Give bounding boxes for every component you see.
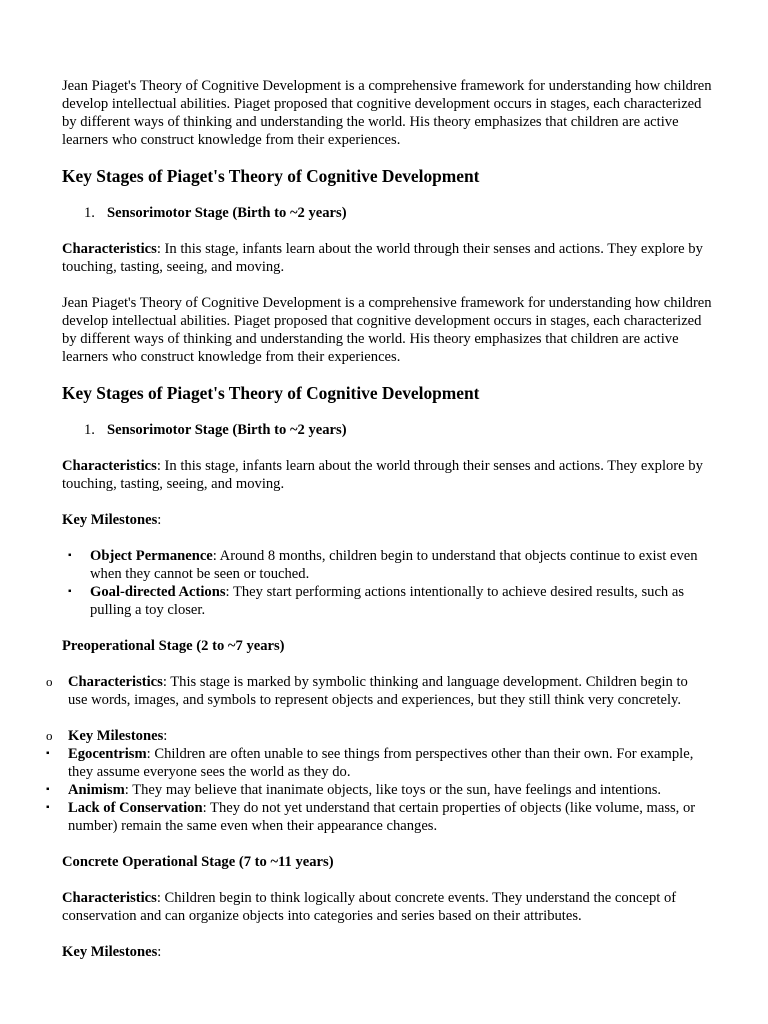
circle-bullet-icon: o — [46, 674, 53, 689]
list-item — [90, 583, 710, 619]
item-label: Lack of Conservation — [68, 800, 203, 816]
list-item — [90, 547, 710, 583]
milestones-heading — [62, 943, 712, 961]
stage-title: Sensorimotor Stage (Birth to ~2 years) — [107, 422, 347, 438]
intro-paragraph: Jean Piaget's Theory of Cognitive Development is a comprehensive framework for understanding how children develop intellectual abilities. Piaget proposed that cognitive development occurs in stages, each characterized by different ways of thinking and understanding the world. His theory emphasizes that children are active learners who construct knowledge from their experiences. — [62, 295, 712, 365]
characteristics-label: Characteristics — [62, 241, 157, 257]
list-number: 1. — [84, 205, 95, 221]
milestone-label: Object Permanence — [90, 548, 213, 564]
circle-bullet-icon: o — [46, 728, 53, 743]
characteristics-text: : In this stage, infants learn about the world through their senses and actions. They explore by touching, tasting, seeing, and moving. — [62, 241, 703, 275]
item-text: : This stage is marked by symbolic thinking and language development. Children begin to use words, images, and symbols to represent objects and experiences, but they still think very concretely. — [68, 674, 688, 708]
item-label: Key Milestones — [68, 728, 164, 744]
section-heading: Key Stages of Piaget's Theory of Cognitive Development — [62, 166, 480, 186]
list-number: 1. — [84, 422, 95, 438]
milestones-label: Key Milestones — [62, 512, 158, 528]
square-bullet-icon: ▪ — [46, 802, 50, 813]
item-text: : Children are often unable to see things from perspectives other than their own. For example, they assume everyone sees the world as they do. — [68, 746, 694, 780]
stage-title: Preoperational Stage (2 to ~7 years) — [62, 638, 285, 654]
stage-title: Concrete Operational Stage (7 to ~11 years) — [62, 854, 334, 870]
square-bullet-icon: ▪ — [46, 748, 50, 759]
characteristics-label: Characteristics — [62, 890, 157, 906]
item-label: Animism — [68, 782, 125, 798]
list-item — [68, 673, 708, 709]
list-item — [68, 745, 708, 781]
stage-title: Sensorimotor Stage (Birth to ~2 years) — [107, 205, 347, 221]
list-item — [68, 781, 708, 799]
section-heading: Key Stages of Piaget's Theory of Cognitive Development — [62, 383, 480, 403]
square-bullet-icon: ▪ — [46, 784, 50, 795]
item-text: : They may believe that inanimate objects, like toys or the sun, have feelings and intentions. — [124, 782, 662, 798]
item-label: Characteristics — [68, 674, 163, 690]
milestones-heading — [62, 511, 712, 529]
characteristics-text: : In this stage, infants learn about the world through their senses and actions. They explore by touching, tasting, seeing, and moving. — [62, 458, 703, 492]
item-label: Egocentrism — [68, 746, 147, 762]
item-text: : — [163, 728, 168, 744]
characteristics-paragraph — [62, 889, 712, 925]
milestone-label: Goal-directed Actions — [90, 584, 226, 600]
milestones-colon: : — [157, 512, 162, 528]
characteristics-label: Characteristics — [62, 458, 157, 474]
milestones-colon: : — [157, 944, 162, 960]
milestone-text: : They start performing actions intentionally to achieve desired results, such as pulling a toy closer. — [90, 584, 685, 618]
square-bullet-icon: ▪ — [68, 586, 72, 597]
square-bullet-icon: ▪ — [68, 550, 72, 561]
milestones-label: Key Milestones — [62, 944, 158, 960]
milestone-text: : Around 8 months, children begin to understand that objects continue to exist even when they cannot be seen or touched. — [90, 548, 698, 582]
intro-paragraph: Jean Piaget's Theory of Cognitive Development is a comprehensive framework for understanding how children develop intellectual abilities. Piaget proposed that cognitive development occurs in stages, each characterized by different ways of thinking and understanding the world. His theory emphasizes that children are active learners who construct knowledge from their experiences. — [62, 78, 712, 148]
list-item — [68, 727, 708, 745]
item-text: : They do not yet understand that certain properties of objects (like volume, mass, or number) remain the same even when their appearance changes. — [68, 800, 696, 834]
list-item — [68, 799, 708, 835]
characteristics-paragraph — [62, 457, 712, 493]
characteristics-paragraph — [62, 240, 712, 276]
characteristics-text: : Children begin to think logically about concrete events. They understand the concept of conservation and can organize objects into categories and series based on their attributes. — [62, 890, 677, 924]
